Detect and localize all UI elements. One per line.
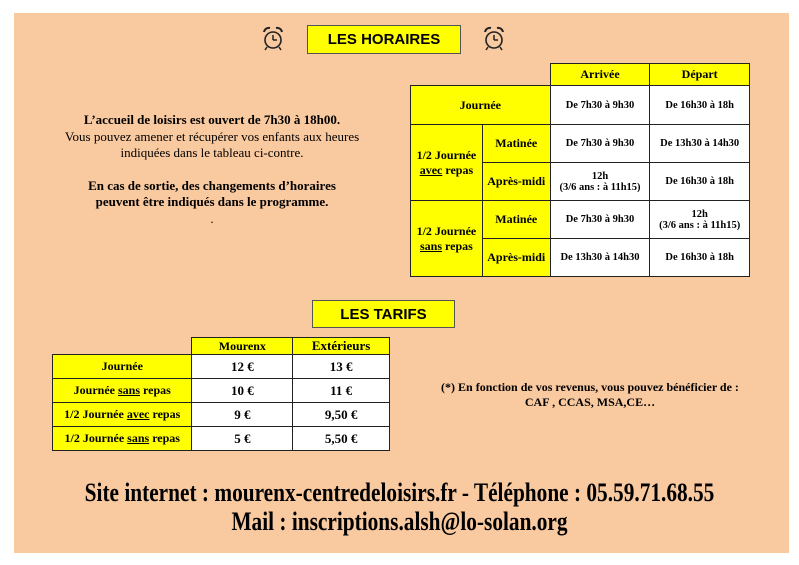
cell: De 13h30 à 14h30 bbox=[550, 239, 650, 277]
cell: De 16h30 à 18h bbox=[650, 163, 750, 201]
contact-website-phone: Site internet : mourenx-centredeloisirs.fr - Téléphone : 05.59.71.68.55 bbox=[84, 478, 715, 507]
alarm-clock-icon bbox=[260, 25, 286, 51]
note-line: CAF , CCAS, MSA,CE… bbox=[524, 395, 656, 409]
cell: De 7h30 à 9h30 bbox=[550, 201, 650, 239]
tarif-exterieurs: 5,50 € bbox=[293, 427, 390, 451]
intro-line: Vous pouvez amener et récupérer vos enfants aux heures bbox=[64, 128, 360, 144]
contact-email: Mail : inscriptions.alsh@lo-solan.org bbox=[231, 507, 568, 536]
row-apres-midi: Après-midi bbox=[482, 239, 550, 277]
intro-line: peuvent être indiqués dans le programme. bbox=[95, 194, 329, 209]
tarif-mourenx: 10 € bbox=[192, 379, 293, 403]
tarif-label: Journée sans repas bbox=[53, 379, 192, 403]
tarifs-table bbox=[52, 337, 390, 451]
cell: 12h (3/6 ans : à 11h15) bbox=[550, 163, 650, 201]
tarif-exterieurs: 11 € bbox=[293, 379, 390, 403]
row-journee: Journée bbox=[411, 86, 551, 125]
cell: De 16h30 à 18h bbox=[650, 239, 750, 277]
col-depart: Départ bbox=[650, 64, 750, 86]
tarif-exterieurs: 13 € bbox=[293, 355, 390, 379]
cell: 12h (3/6 ans : à 11h15) bbox=[650, 201, 750, 239]
tarif-label: 1/2 Journée avec repas bbox=[53, 403, 192, 427]
cell: De 7h30 à 9h30 bbox=[550, 125, 650, 163]
row-matinee: Matinée bbox=[482, 201, 550, 239]
cell: De 7h30 à 9h30 bbox=[550, 86, 650, 125]
cell: De 16h30 à 18h bbox=[650, 86, 750, 125]
row-matinee: Matinée bbox=[482, 125, 550, 163]
tarif-label: 1/2 Journée sans repas bbox=[53, 427, 192, 451]
alarm-clock-icon bbox=[481, 25, 507, 51]
row-apres-midi: Après-midi bbox=[482, 163, 550, 201]
tarif-mourenx: 9 € bbox=[192, 403, 293, 427]
col-arrivee: Arrivée bbox=[550, 64, 650, 86]
horaires-title: LES HORAIRES bbox=[307, 25, 461, 54]
row-sans-repas: 1/2 Journée sans repas bbox=[411, 201, 483, 277]
col-mourenx: Mourenx bbox=[192, 338, 293, 355]
row-avec-repas: 1/2 Journée avec repas bbox=[411, 125, 483, 201]
intro-line: indiquées dans le tableau ci-contre. bbox=[120, 145, 304, 160]
tarif-exterieurs: 9,50 € bbox=[293, 403, 390, 427]
intro-line: L’accueil de loisirs est ouvert de 7h30 à 18h00. bbox=[83, 112, 341, 127]
schedule-table bbox=[410, 63, 750, 277]
tarif-mourenx: 5 € bbox=[192, 427, 293, 451]
tarifs-title: LES TARIFS bbox=[312, 300, 455, 328]
tarif-label: Journée bbox=[53, 355, 192, 379]
intro-line: En cas de sortie, des changements d’horaires bbox=[88, 177, 336, 193]
intro-text bbox=[36, 112, 388, 227]
intro-line: . bbox=[210, 210, 214, 226]
cell: De 13h30 à 14h30 bbox=[650, 125, 750, 163]
note-line: (*) En fonction de vos revenus, vous pouvez bénéficier de : bbox=[441, 380, 739, 394]
col-exterieurs: Extérieurs bbox=[293, 338, 390, 355]
tarif-mourenx: 12 € bbox=[192, 355, 293, 379]
tarif-note bbox=[420, 380, 760, 410]
